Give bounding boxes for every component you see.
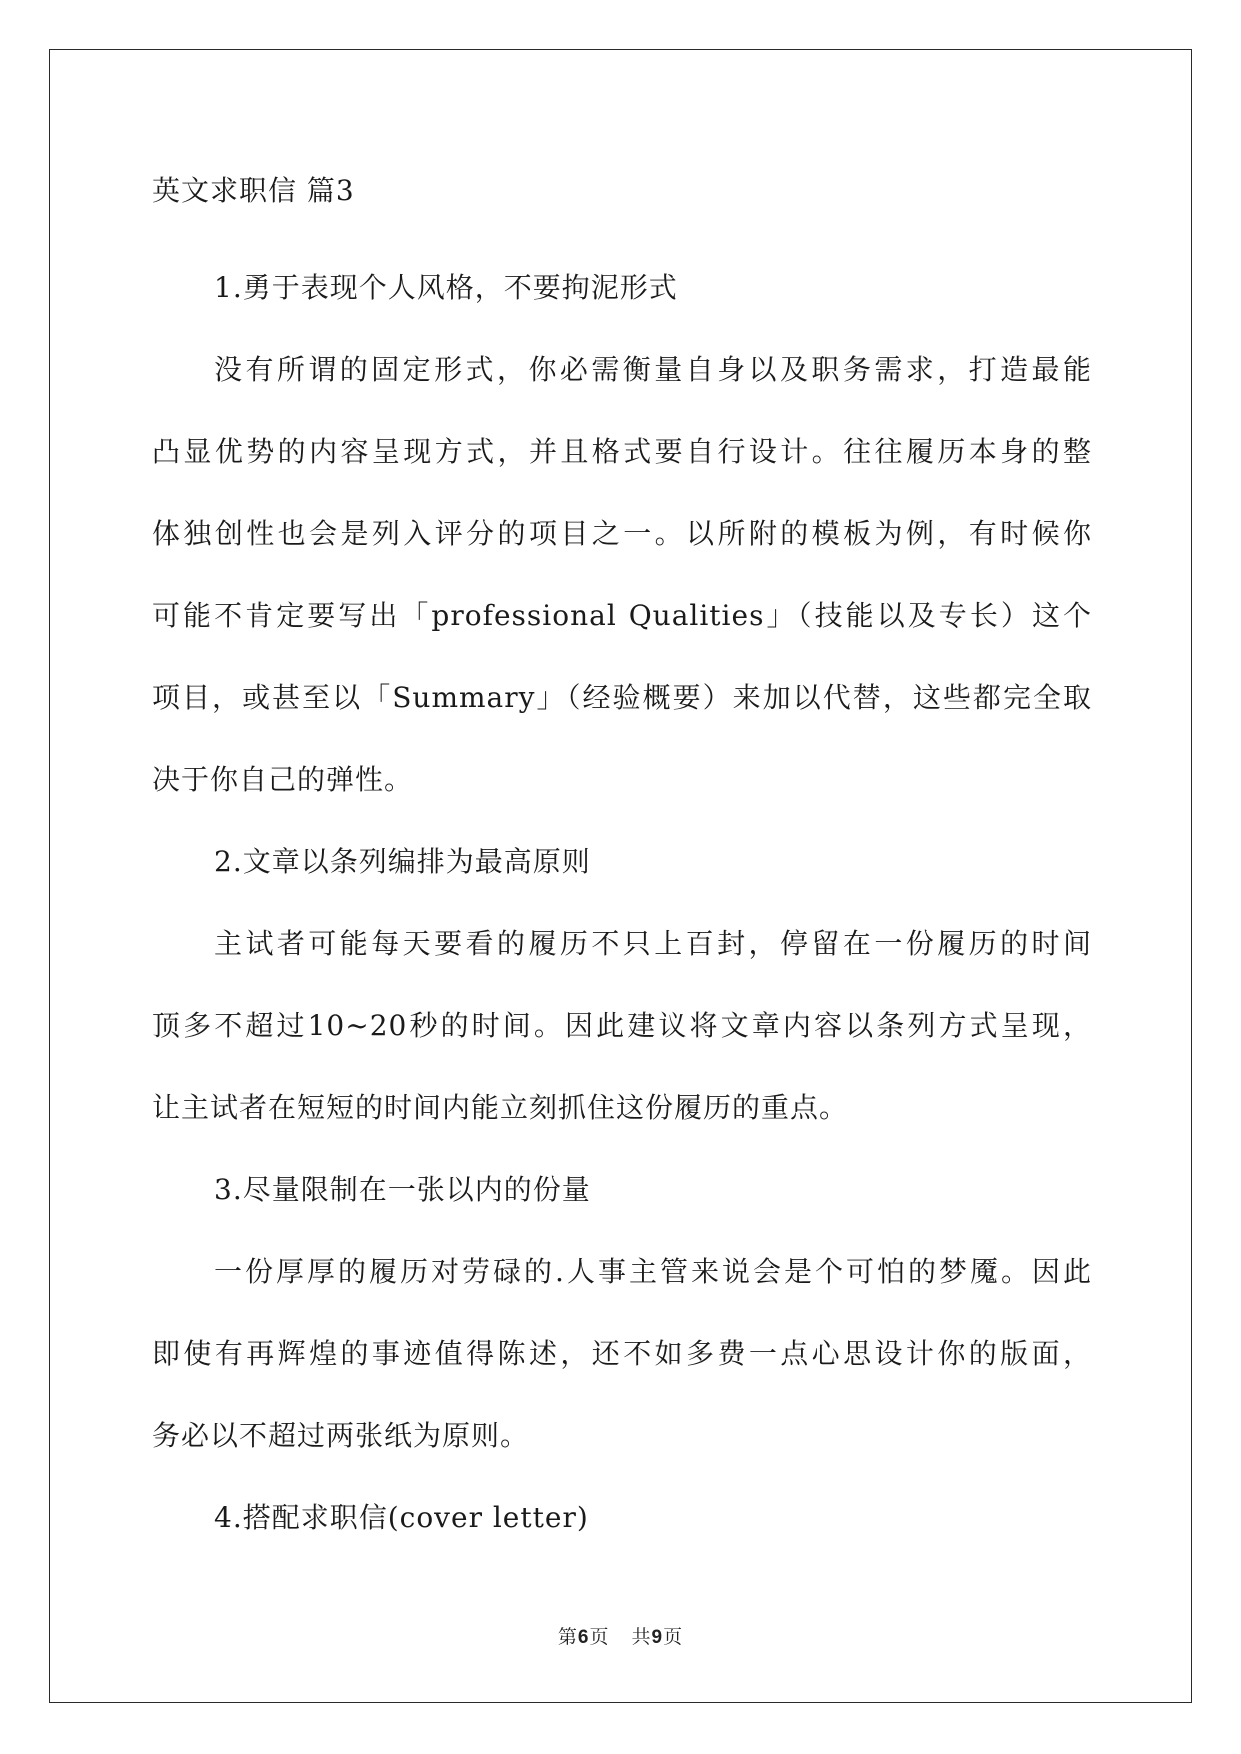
document-body <box>152 165 1092 1559</box>
paragraph-1-line: 体独创性也会是列入评分的项目之一。以所附的模板为例，有时候你 <box>152 517 1092 550</box>
page-current: 6 <box>577 1627 590 1648</box>
paragraph-1-line: 项目，或甚至以「Summary」（经验概要）来加以代替，这些都完全取 <box>152 681 1092 714</box>
paragraph-3-line: 一份厚厚的履历对劳碌的.人事主管来说会是个可怕的梦魇。因此 <box>214 1255 1092 1288</box>
paragraph-3-line: 即使有再辉煌的事迹值得陈述，还不如多费一点心思设计你的版面， <box>152 1337 1092 1370</box>
paragraph-1-line: 可能不肯定要写出「professional Qualities」（技能以及专长）这个 <box>152 599 1092 632</box>
paragraph-1-line: 决于你自己的弹性。 <box>152 763 414 796</box>
paragraph-2-line: 顶多不超过10~20秒的时间。因此建议将文章内容以条列方式呈现， <box>152 1009 1092 1042</box>
total-suffix: 页 <box>663 1626 684 1648</box>
heading-3: 3.尽量限制在一张以内的份量 <box>214 1173 591 1206</box>
page-suffix: 页 <box>589 1626 610 1648</box>
page-total: 9 <box>651 1627 664 1648</box>
paragraph-2-line: 主试者可能每天要看的履历不只上百封，停留在一份履历的时间 <box>214 927 1092 960</box>
paragraph-1-line: 凸显优势的内容呈现方式，并且格式要自行设计。往往履历本身的整 <box>152 435 1092 468</box>
paragraph-2-line: 让主试者在短短的时间内能立刻抓住这份履历的重点。 <box>152 1091 849 1124</box>
heading-2: 2.文章以条列编排为最高原则 <box>214 845 591 878</box>
heading-4: 4.搭配求职信(cover letter) <box>214 1501 589 1534</box>
total-prefix: 共 <box>631 1626 652 1648</box>
paragraph-1-line: 没有所谓的固定形式，你必需衡量自身以及职务需求，打造最能 <box>214 353 1092 386</box>
paragraph-3-line: 务必以不超过两张纸为原则。 <box>152 1419 530 1452</box>
page-footer <box>0 1622 1241 1649</box>
heading-1: 1.勇于表现个人风格，不要拘泥形式 <box>214 271 678 304</box>
document-title: 英文求职信 篇3 <box>152 174 355 207</box>
page-prefix: 第 <box>557 1626 578 1648</box>
